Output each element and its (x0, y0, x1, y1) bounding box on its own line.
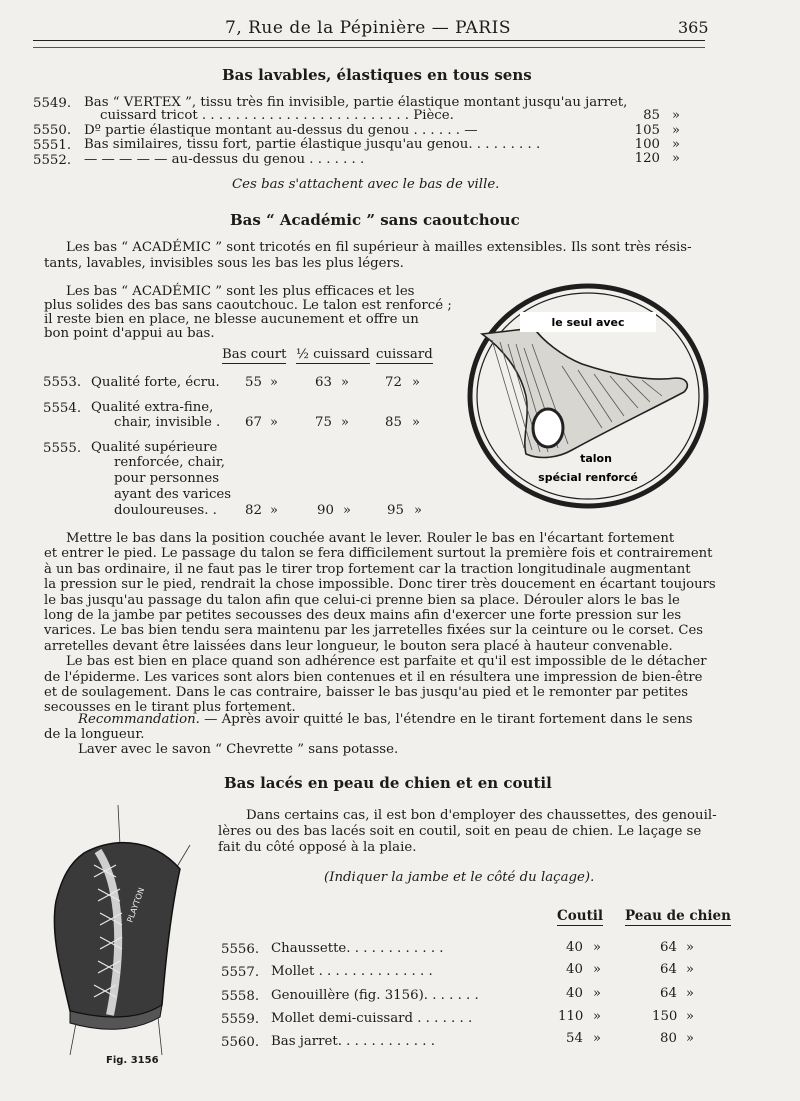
description-text: bon point d'appui au bas. (44, 326, 215, 341)
price-demi-cuissard: 63 (315, 375, 332, 390)
intro-text: fait du côté opposé à la plaie. (218, 840, 417, 855)
intro-text: lères ou des bas lacés soit en coutil, soit en peau de chien. Le laçage se (218, 824, 702, 839)
item-description: Genouillère (fig. 3156). . . . . . . (271, 988, 479, 1003)
recommendation (78, 712, 693, 728)
item-number: 5557. (221, 965, 260, 980)
price-mark: » (412, 375, 420, 390)
price-mark: » (270, 375, 278, 390)
item-price: 85 (643, 108, 660, 123)
price-peau-de-chien: 64 (660, 962, 677, 977)
price-mark: » (672, 108, 680, 123)
page-header-title: 7, Rue de la Pépinière — PARIS (225, 18, 511, 38)
instruction-line: long de la jambe par petites secousses des deux mains afin d'exercer une forte pression sur les (44, 608, 682, 624)
knee-brace-figure (40, 805, 210, 1055)
price-cuissard: 95 (387, 503, 404, 518)
recommendation-text: de la longueur. (44, 727, 145, 742)
price-peau-de-chien: 64 (660, 986, 677, 1001)
item-description: Bas similaires, tissu fort, partie élastique jusqu'au genou. . . . . . . . . (84, 137, 541, 152)
item-number: 5552. (33, 153, 72, 168)
price-peau-de-chien: 80 (660, 1031, 677, 1046)
item-description: cuissard tricot . . . . . . . . . . . . . . . . . . . . . . . . . Pièce. (100, 108, 454, 123)
header-rule (33, 40, 705, 48)
price-mark: » (593, 1031, 601, 1046)
figure-label-bottom: spécial renforcé (538, 471, 638, 484)
item-number: 5550. (33, 123, 72, 138)
price-bas-court: 67 (245, 415, 262, 430)
item-description: renforcée, chair, (114, 455, 226, 470)
column-header-coutil: Coutil (557, 908, 604, 924)
item-number: 5553. (43, 375, 82, 390)
item-number: 5555. (43, 441, 82, 456)
item-description: — — — — — au-dessus du genou . . . . . . . (84, 152, 365, 167)
section-title-bas-lavables: Bas lavables, élastiques en tous sens (222, 66, 532, 84)
item-description: Qualité extra-fine, (91, 400, 214, 415)
price-mark: » (672, 137, 680, 152)
item-description: Bas “ VERTEX ”, tissu très fin invisible, partie élastique montant jusqu'au jarret, (84, 95, 628, 110)
instruction-line: secousses en le tirant plus fortement. (44, 700, 296, 716)
item-number: 5556. (221, 942, 260, 957)
item-description: douloureuses. . (114, 503, 217, 518)
instruction-line: à un bas ordinaire, il ne faut pas le tirer trop fortement car la traction longitudinale augmentant (44, 561, 691, 577)
usage-instructions (44, 531, 720, 716)
price-mark: » (686, 962, 694, 977)
price-mark: » (686, 1009, 694, 1024)
instruction-line: la pression sur le pied, rendrait la chose impossible. Donc tirer très doucement en écartant toujours (44, 577, 716, 593)
price-mark: » (270, 503, 278, 518)
price-mark: » (672, 123, 680, 138)
item-number: 5559. (221, 1012, 260, 1027)
price-mark: » (270, 415, 278, 430)
price-mark: » (686, 1031, 694, 1046)
instruction-line: le bas jusqu'au passage du talon afin que celui-ci prenne bien sa place. Dérouler alors le bas le (44, 592, 680, 608)
price-mark: » (672, 151, 680, 166)
instruction-line: de l'épiderme. Les varices sont alors bien contenues et il en résultera une impression de bien-être (44, 669, 703, 685)
item-description: Bas jarret. . . . . . . . . . . . (271, 1034, 435, 1049)
price-mark: » (593, 962, 601, 977)
price-mark: » (686, 986, 694, 1001)
item-price: 105 (634, 123, 660, 138)
item-number: 5558. (221, 989, 260, 1004)
price-mark: » (593, 1009, 601, 1024)
figure-brand-label: PLAYTON (125, 886, 147, 924)
section-note: Ces bas s'attachent avec le bas de ville. (232, 177, 500, 192)
instruction-line: Le bas est bien en place quand son adhérence est parfaite et qu'il est impossible de le détacher (66, 654, 707, 670)
item-number: 5549. (33, 96, 72, 111)
instruction-line: et de soulagement. Dans le cas contraire, baisser le bas jusqu'au pied et le remonter par petites (44, 685, 689, 701)
description-text: Les bas “ ACADÉMIC ” sont les plus efficaces et les (66, 284, 415, 299)
recommendation-label: Recommandation. (78, 712, 200, 727)
stocking-heel-figure (462, 278, 714, 514)
price-peau-de-chien: 150 (652, 1009, 678, 1024)
item-description: ayant des varices (114, 487, 232, 502)
description-text: il reste bien en place, ne blesse aucunement et offre un (44, 312, 419, 327)
price-demi-cuissard: 75 (315, 415, 332, 430)
section-note: (Indiquer la jambe et le côté du laçage). (324, 870, 595, 885)
price-coutil: 110 (558, 1009, 584, 1024)
item-description: pour personnes (114, 471, 220, 486)
item-description: Qualité supérieure (91, 440, 218, 455)
price-mark: » (414, 503, 422, 518)
price-mark: » (343, 503, 351, 518)
item-price: 120 (634, 151, 660, 166)
price-mark: » (593, 986, 601, 1001)
page-number: 365 (678, 18, 709, 37)
item-description: Chaussette. . . . . . . . . . . . (271, 941, 444, 956)
figure-label-talon: talon (580, 452, 612, 465)
washing-note: Laver avec le savon “ Chevrette ” sans potasse. (78, 742, 399, 757)
price-coutil: 40 (566, 986, 583, 1001)
item-description: Dº partie élastique montant au-dessus du genou . . . . . . — (84, 123, 478, 138)
price-cuissard: 72 (385, 375, 402, 390)
intro-text: Les bas “ ACADÉMIC ” sont tricotés en fil supérieur à mailles extensibles. Ils sont très résis- (66, 240, 692, 255)
price-mark: » (593, 940, 601, 955)
item-description: Mollet demi-cuissard . . . . . . . (271, 1011, 473, 1026)
column-header-demi-cuissard: ½ cuissard (296, 347, 370, 362)
item-number: 5554. (43, 401, 82, 416)
item-number: 5551. (33, 138, 72, 153)
column-header-peau-de-chien: Peau de chien (625, 908, 731, 924)
section-title-academic: Bas “ Académic ” sans caoutchouc (230, 211, 520, 229)
price-mark: » (341, 415, 349, 430)
price-bas-court: 82 (245, 503, 262, 518)
intro-text: Dans certains cas, il est bon d'employer des chaussettes, des genouil- (246, 808, 717, 823)
price-coutil: 40 (566, 962, 583, 977)
figure-label-top: le seul avec (551, 316, 625, 329)
price-mark: » (686, 940, 694, 955)
price-mark: » (341, 375, 349, 390)
heel-reinforcement-icon (533, 409, 563, 447)
price-coutil: 54 (566, 1031, 583, 1046)
instruction-line: Mettre le bas dans la position couchée avant le lever. Rouler le bas en l'écartant fortement (66, 531, 675, 546)
column-header-bas-court: Bas court (222, 347, 287, 362)
item-price: 100 (634, 137, 660, 152)
stocking-leg-shape (482, 328, 687, 457)
intro-text: tants, lavables, invisibles sous les bas les plus légers. (44, 256, 404, 271)
price-peau-de-chien: 64 (660, 940, 677, 955)
figure-caption: Fig. 3156 (106, 1055, 159, 1066)
recommendation-text: — Après avoir quitté le bas, l'étendre en le tirant fortement dans le sens (199, 712, 693, 727)
item-description: chair, invisible . (114, 415, 221, 430)
price-coutil: 40 (566, 940, 583, 955)
price-cuissard: 85 (385, 415, 402, 430)
section-title-bas-laces: Bas lacés en peau de chien et en coutil (224, 774, 552, 792)
instruction-line: varices. Le bas bien tendu sera maintenu par les jarretelles fixées sur la ceinture ou le corset. Ces (44, 623, 704, 639)
item-description: Mollet . . . . . . . . . . . . . . (271, 964, 433, 979)
item-number: 5560. (221, 1035, 260, 1050)
price-bas-court: 55 (245, 375, 262, 390)
description-text: plus solides des bas sans caoutchouc. Le talon est renforcé ; (44, 298, 452, 313)
item-description: Qualité forte, écru. (91, 375, 220, 390)
column-header-cuissard: cuissard (376, 347, 433, 362)
instruction-line: et entrer le pied. Le passage du talon se fera difficilement surtout la première fois et contrairement (44, 546, 713, 562)
price-demi-cuissard: 90 (317, 503, 334, 518)
instruction-line: arretelles devant être laissées dans leur longueur, le bouton sera placé à hauteur convenable. (44, 638, 673, 654)
price-mark: » (412, 415, 420, 430)
